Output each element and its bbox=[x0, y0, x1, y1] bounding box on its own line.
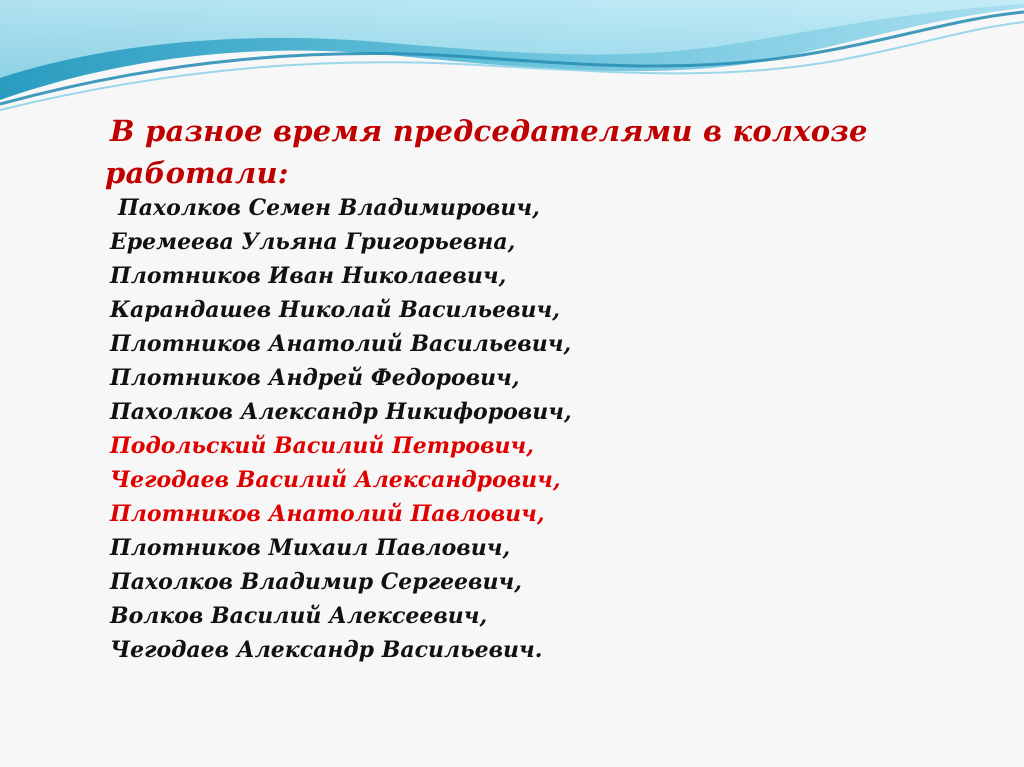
list-item: Подольский Василий Петрович, bbox=[110, 433, 534, 459]
list-item: Плотников Михаил Павлович, bbox=[110, 535, 511, 561]
list-item: Карандашев Николай Васильевич, bbox=[110, 297, 560, 323]
list-item: Волков Василий Алексеевич, bbox=[110, 603, 488, 629]
list-item: Пахолков Владимир Сергеевич, bbox=[110, 569, 522, 595]
title-line-2: работали: bbox=[105, 156, 289, 190]
wave-decoration bbox=[0, 0, 1024, 120]
chairmen-list bbox=[110, 191, 572, 667]
list-item: Пахолков Александр Никифорович, bbox=[110, 399, 572, 425]
list-item: Плотников Анатолий Павлович, bbox=[110, 501, 545, 527]
list-item: Плотников Андрей Федорович, bbox=[110, 365, 520, 391]
slide-title bbox=[105, 110, 870, 194]
list-item: Плотников Анатолий Васильевич, bbox=[110, 331, 572, 357]
title-line-1: В разное время председателями в колхозе bbox=[110, 114, 868, 148]
list-item: Еремеева Ульяна Григорьевна, bbox=[110, 229, 516, 255]
list-item: Плотников Иван Николаевич, bbox=[110, 263, 507, 289]
list-item: Чегодаев Василий Александрович, bbox=[110, 467, 561, 493]
list-item: Чегодаев Александр Васильевич. bbox=[110, 637, 543, 663]
list-item: Пахолков Семен Владимирович, bbox=[118, 195, 540, 221]
